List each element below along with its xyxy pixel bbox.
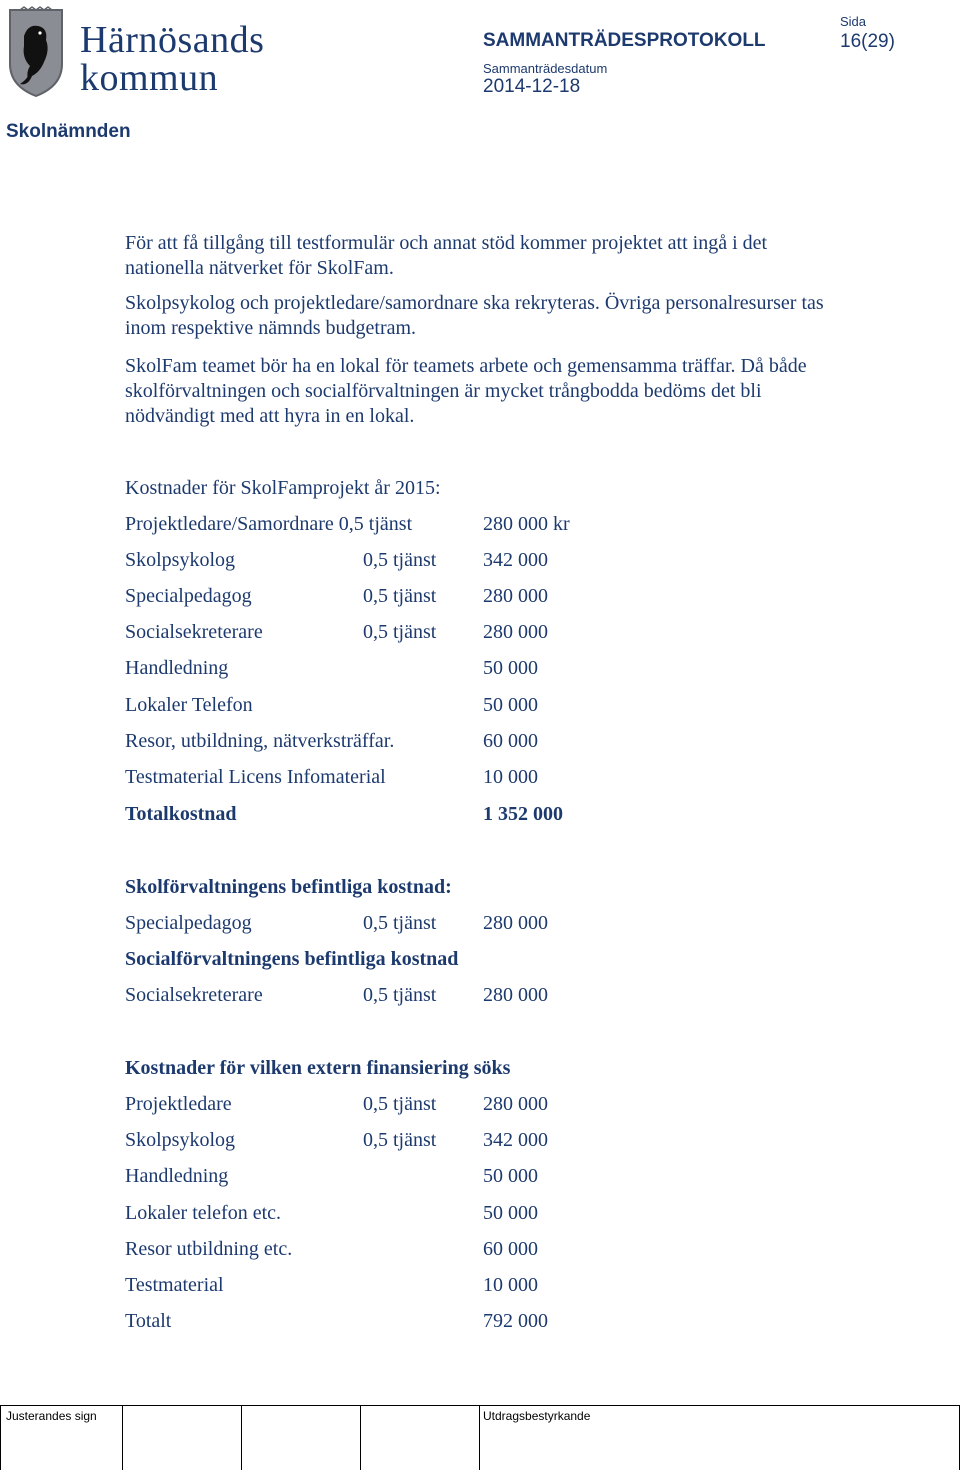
- cost-item: Skolpsykolog: [125, 1129, 236, 1151]
- cost-amount: 342 000: [483, 549, 548, 571]
- cost-amount: 280 000: [483, 984, 548, 1006]
- cost-amount: 280 000 kr: [483, 513, 570, 535]
- sign-box-divider: [241, 1405, 242, 1470]
- cost-share: 0,5 tjänst: [363, 1129, 437, 1151]
- sign-box-divider: [0, 1405, 1, 1470]
- sign-box-divider: [479, 1405, 480, 1470]
- cost-amount: 280 000: [483, 912, 548, 934]
- cost-share: 0,5 tjänst: [363, 912, 437, 934]
- cost-amount: 280 000: [483, 1093, 548, 1115]
- paragraph-recruitment: Skolpsykolog och projektledare/samordnare ska rekryteras. Övriga personalresurser tas inom respektive nämnds budgetram.: [125, 292, 824, 339]
- footer-divider: [0, 1405, 960, 1406]
- cost-amount: 280 000: [483, 585, 548, 607]
- cost-amount: 792 000: [483, 1310, 548, 1332]
- cost-item: Testmaterial: [125, 1274, 224, 1296]
- costs-2015-heading: Kostnader för SkolFamprojekt år 2015:: [125, 477, 441, 499]
- cost-amount: 50 000: [483, 657, 538, 679]
- total-amount: 1 352 000: [483, 803, 563, 825]
- social-existing-heading: Socialförvaltningens befintliga kostnad: [125, 948, 459, 970]
- cost-item: Handledning: [125, 1165, 229, 1187]
- cost-amount: 50 000: [483, 1165, 538, 1187]
- cost-amount: 50 000: [483, 1202, 538, 1224]
- external-funding-heading: Kostnader för vilken extern finansiering söks: [125, 1057, 511, 1079]
- cost-share: 0,5 tjänst: [363, 621, 437, 643]
- cost-item: Handledning: [125, 657, 229, 679]
- total-label: Totalkostnad: [125, 803, 237, 825]
- cost-amount: 60 000: [483, 730, 538, 752]
- cost-amount: 342 000: [483, 1129, 548, 1151]
- sign-box-divider: [360, 1405, 361, 1470]
- meeting-date-label: Sammanträdesdatum: [483, 61, 608, 76]
- cost-share: 0,5 tjänst: [363, 984, 437, 1006]
- cost-item: Projektledare/Samordnare 0,5 tjänst: [125, 513, 413, 535]
- cost-item: Lokaler Telefon: [125, 694, 253, 716]
- cost-amount: 10 000: [483, 766, 538, 788]
- cost-share: 0,5 tjänst: [363, 585, 437, 607]
- municipality-name-line1: Härnösands: [80, 19, 265, 61]
- cost-amount: 280 000: [483, 621, 548, 643]
- paragraph-premises: SkolFam teamet bör ha en lokal för teamets arbete och gemensamma träffar. Då både skolförvaltningen och socialförvaltningen är mycket trångbodda bedöms det bli nödvändigt med att hyra in en lokal.: [125, 355, 807, 427]
- cost-item: Projektledare: [125, 1093, 232, 1115]
- adjusters-sign-label: Justerandes sign: [6, 1409, 97, 1423]
- cost-amount: 10 000: [483, 1274, 538, 1296]
- meeting-date-value: 2014-12-18: [483, 76, 581, 97]
- coat-of-arms-logo-icon: [6, 6, 66, 98]
- cost-item: Testmaterial Licens Infomaterial: [125, 766, 386, 788]
- school-existing-heading: Skolförvaltningens befintliga kostnad:: [125, 876, 452, 898]
- cost-amount: 50 000: [483, 694, 538, 716]
- cost-item: Resor utbildning etc.: [125, 1238, 293, 1260]
- cost-item: Specialpedagog: [125, 585, 252, 607]
- document-type: SAMMANTRÄDESPROTOKOLL: [483, 30, 766, 51]
- cost-item: Lokaler telefon etc.: [125, 1202, 282, 1224]
- paragraph-testforms: För att få tillgång till testformulär och annat stöd kommer projektet att ingå i det nationella nätverket för SkolFam.: [125, 232, 768, 279]
- cost-item: Skolpsykolog: [125, 549, 236, 571]
- cost-share: 0,5 tjänst: [363, 549, 437, 571]
- cost-item: Specialpedagog: [125, 912, 252, 934]
- cost-item: Resor, utbildning, nätverksträffar.: [125, 730, 395, 752]
- committee-name: Skolnämnden: [6, 121, 131, 142]
- municipality-name-line2: kommun: [80, 57, 219, 99]
- cost-share: 0,5 tjänst: [363, 1093, 437, 1115]
- signature-footer: [0, 1405, 960, 1470]
- page-number: 16(29): [840, 31, 895, 52]
- cost-amount: 60 000: [483, 1238, 538, 1260]
- cost-item: Socialsekreterare: [125, 621, 263, 643]
- page-label: Sida: [840, 14, 867, 29]
- extract-certification-label: Utdragsbestyrkande: [483, 1409, 591, 1423]
- cost-item: Socialsekreterare: [125, 984, 263, 1006]
- cost-item: Totalt: [125, 1310, 172, 1332]
- sign-box-divider: [122, 1405, 123, 1470]
